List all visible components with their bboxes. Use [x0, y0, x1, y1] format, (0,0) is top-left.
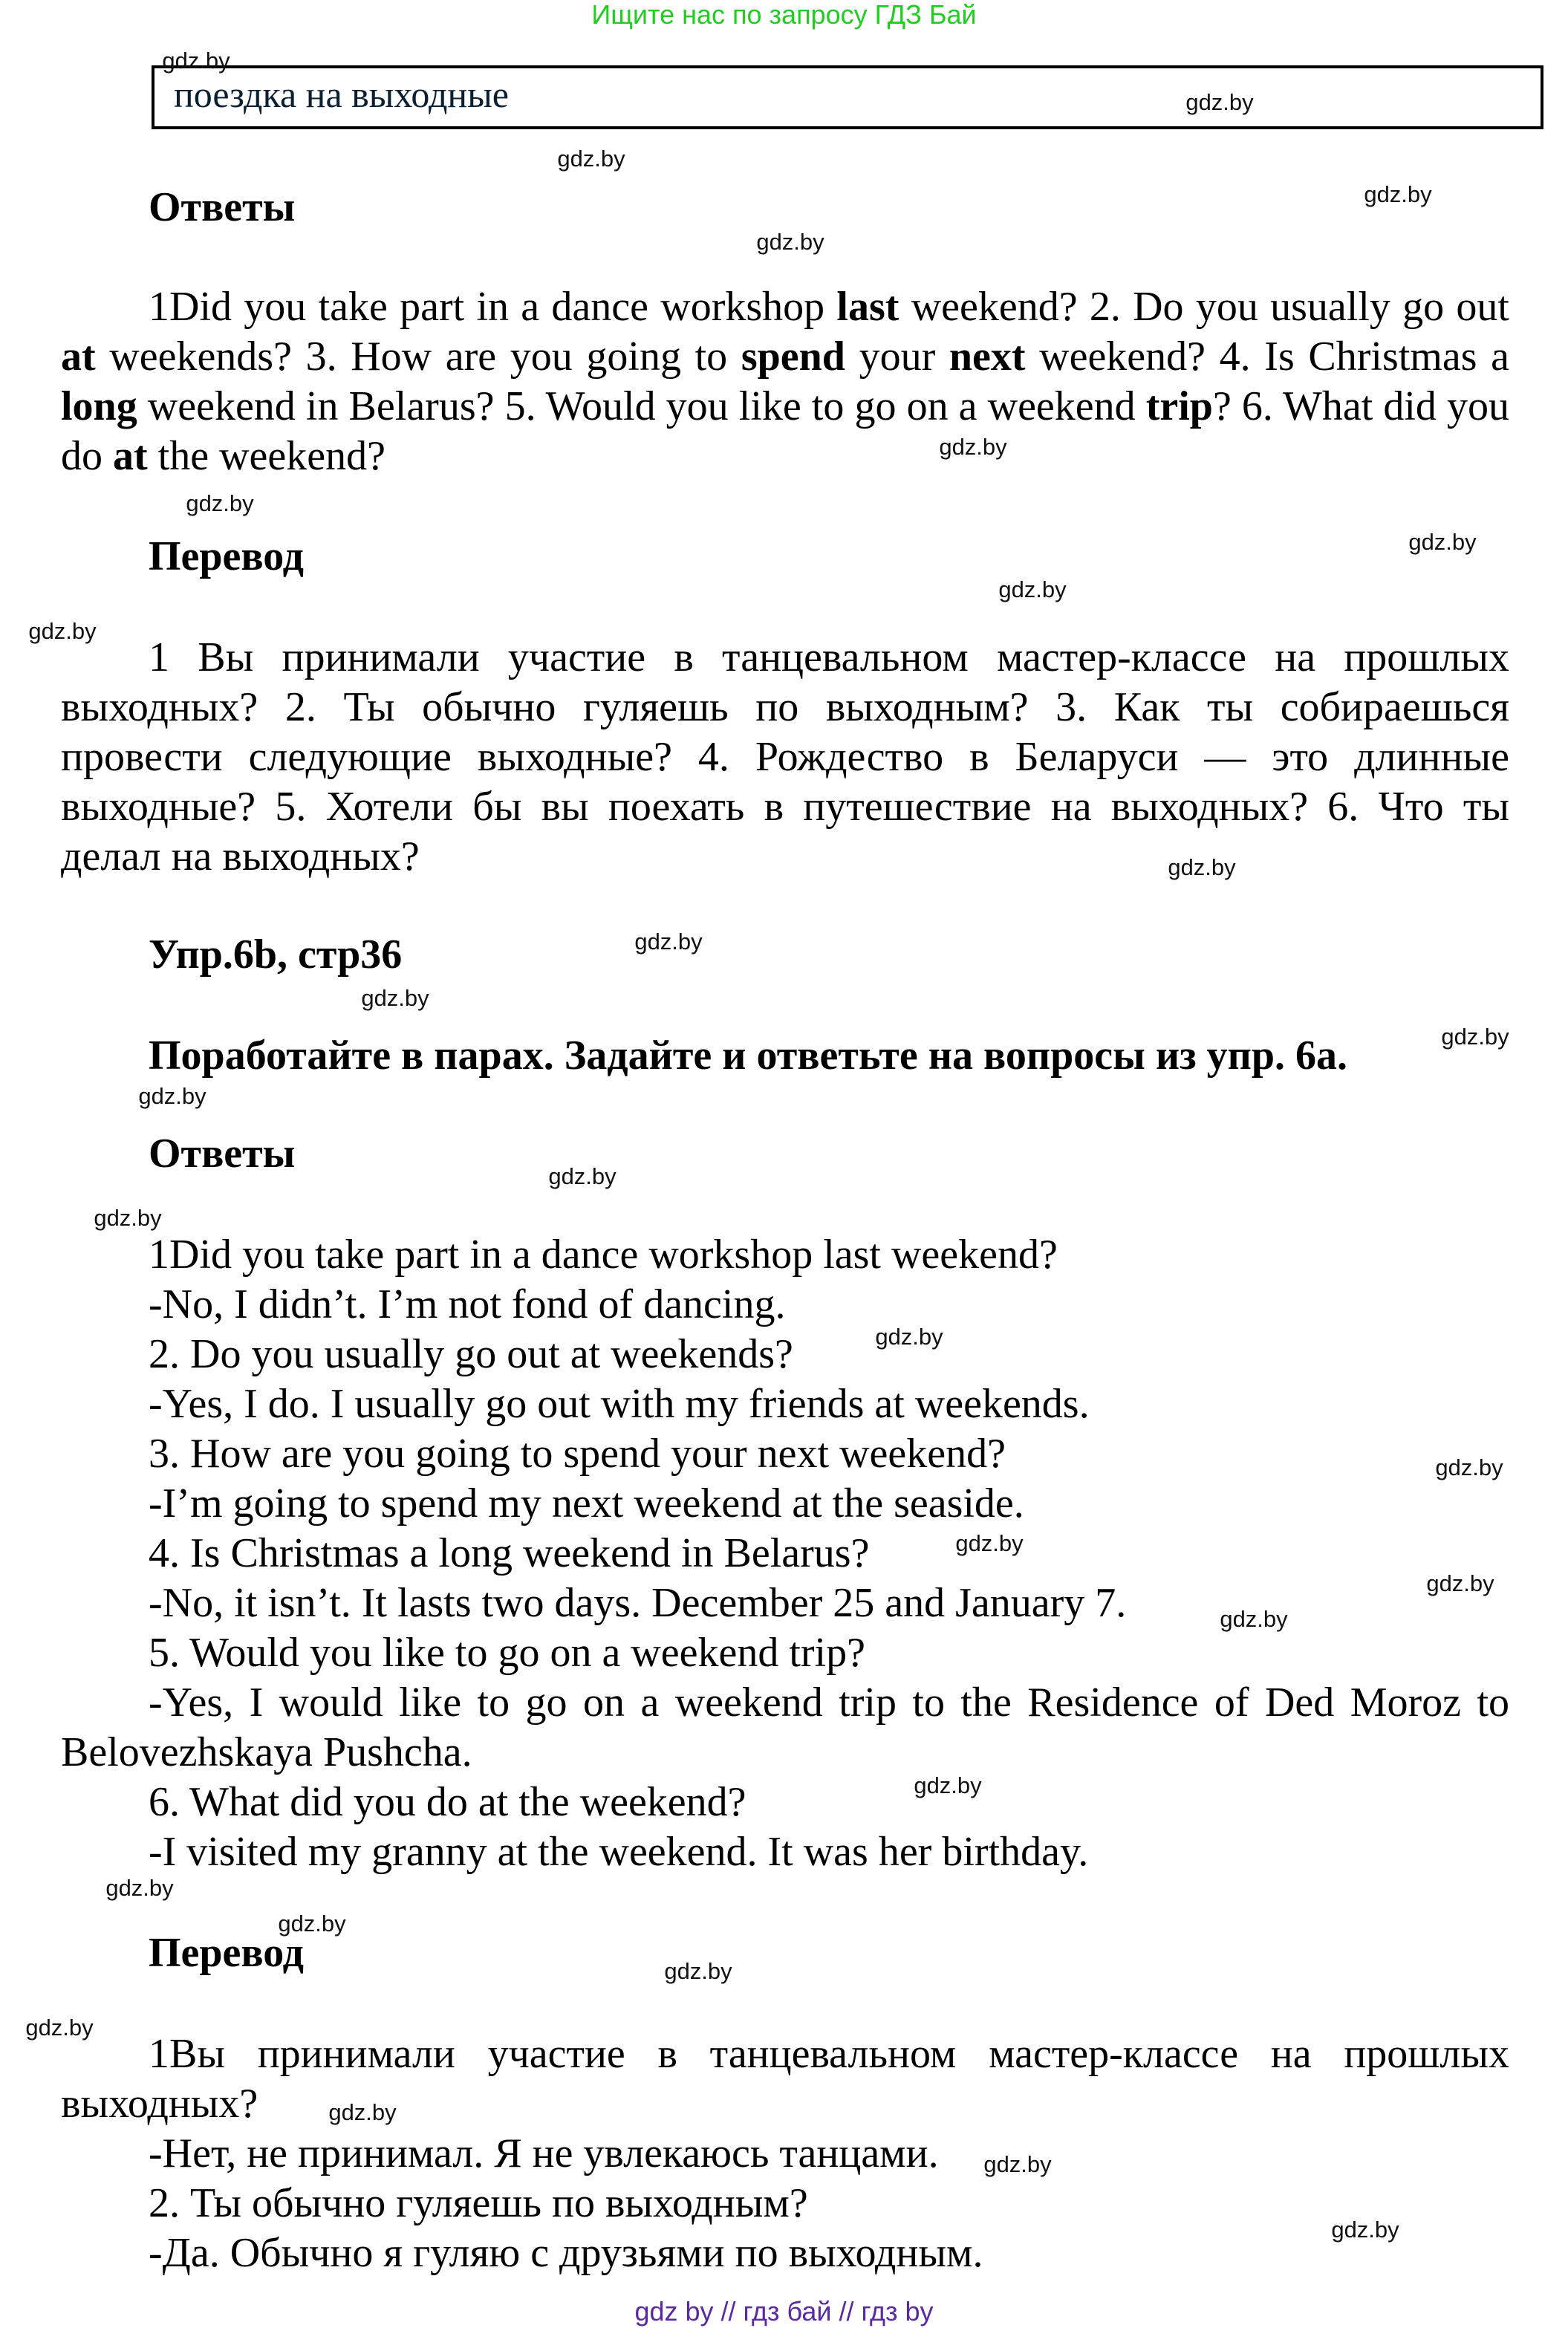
dialogue-line: -No, it isn’t. It lasts two days. December 25 and January 7.: [149, 1580, 1127, 1626]
watermark: gdz.by: [998, 576, 1067, 602]
watermark: gdz.by: [94, 1205, 162, 1231]
translation-dialogue: [61, 2029, 1509, 2278]
translation-heading: Перевод: [149, 533, 304, 579]
answers-paragraph: [61, 282, 1509, 481]
text-segment: the weekend?: [147, 433, 386, 479]
bold-word: spend: [741, 334, 845, 380]
watermark: gdz.by: [983, 2151, 1052, 2177]
task-heading: Поработайте в парах. Задайте и ответьте на вопросы из упр. 6а.: [149, 1033, 1347, 1079]
watermark: gdz.by: [875, 1324, 943, 1350]
text-segment: 1Did you take part in a dance workshop: [149, 284, 837, 330]
watermark: gdz.by: [25, 2015, 94, 2041]
watermark: gdz.by: [557, 146, 625, 172]
dialogue-line: 1Did you take part in a dance workshop last weekend?: [149, 1232, 1058, 1278]
watermark: gdz.by: [1435, 1454, 1503, 1480]
text-segment: weekend in Belarus? 5. Would you like to go on a weekend: [137, 383, 1146, 429]
translation-heading-2: Перевод: [149, 1930, 304, 1976]
dialogue-line: 3. How are you going to spend your next weekend?: [149, 1431, 1006, 1477]
dialogue-line: 5. Would you like to go on a weekend trip?: [149, 1630, 865, 1676]
watermark: gdz.by: [28, 618, 97, 644]
watermark: gdz.by: [1364, 181, 1432, 207]
dialogue-line: -Yes, I do. I usually go out with my friends at weekends.: [149, 1381, 1090, 1427]
dialogue-line: -I’m going to spend my next weekend at the seaside.: [149, 1480, 1024, 1526]
dialogue-line: 6. What did you do at the weekend?: [149, 1779, 746, 1825]
bold-word: at: [113, 433, 148, 479]
watermark: gdz.by: [105, 1875, 174, 1901]
dialogue-line: 4. Is Christmas a long weekend in Belarus?: [149, 1530, 870, 1576]
watermark: gdz.by: [138, 1083, 206, 1109]
dialogue-line: -Yes, I would like to go on a weekend trip to the Residence of Ded Moroz to Belovezhskaya Pushcha.: [61, 1680, 1509, 1775]
bold-word: long: [61, 383, 137, 429]
answers-heading: Ответы: [149, 184, 296, 230]
dialogue: [61, 1230, 1509, 1877]
watermark: gdz.by: [1168, 854, 1236, 880]
bold-word: next: [949, 334, 1026, 380]
watermark: gdz.by: [162, 48, 230, 74]
watermark: gdz.by: [1220, 1606, 1288, 1632]
translation-paragraph: 1 Вы принимали участие в танцевальном мастер-классе на прошлых выходных? 2. Ты обычно гуляешь по выходным? 3. Как ты собираешься провести следующие выходные? 4. Рождество в Беларуси — это длинные выходные? 5. Хотели бы вы поехать в путешествие на выходных? 6. Что ты делал на выходных?: [61, 634, 1509, 879]
watermark: gdz.by: [1331, 2217, 1399, 2243]
text-segment: weekend? 2. Do you usually go out: [899, 284, 1509, 330]
bold-word: trip: [1145, 383, 1213, 429]
text-segment: weekend? 4. Is Christmas a: [1025, 334, 1510, 380]
text-segment: your: [845, 334, 949, 380]
watermark: gdz.by: [914, 1772, 982, 1798]
dialogue-line: -I visited my granny at the weekend. It was her birthday.: [149, 1829, 1089, 1875]
search-banner[interactable]: Ищите нас по запросу ГДЗ Бай: [591, 0, 977, 30]
watermark: gdz.by: [955, 1530, 1024, 1556]
watermark: gdz.by: [664, 1958, 732, 1984]
watermark: gdz.by: [548, 1163, 617, 1189]
footer-links[interactable]: gdz by // гдз бай // гдз by: [634, 2296, 934, 2327]
bold-word: last: [836, 284, 900, 330]
watermark: gdz.by: [186, 490, 254, 516]
translation-line: -Да. Обычно я гуляю с друзьями по выходным.: [149, 2230, 983, 2276]
watermark: gdz.by: [328, 2099, 397, 2125]
answers-heading-2: Ответы: [149, 1131, 296, 1177]
watermark: gdz.by: [939, 434, 1007, 460]
text-segment: weekends? 3. How are you going to: [95, 334, 741, 380]
watermark: gdz.by: [634, 929, 703, 955]
dialogue-line: -No, I didn’t. I’m not fond of dancing.: [149, 1281, 786, 1327]
text-segment: ? 6. What did you do: [61, 383, 1510, 479]
watermark: gdz.by: [1441, 1024, 1509, 1050]
exercise-heading: Упр.6b, стр36: [149, 931, 403, 978]
watermark: gdz.by: [361, 985, 429, 1011]
bold-word: at: [61, 334, 96, 380]
watermark: gdz.by: [1185, 89, 1254, 115]
title-box: [152, 65, 1543, 129]
watermark: gdz.by: [756, 229, 824, 255]
watermark: gdz.by: [1408, 529, 1477, 555]
translation-line: 2. Ты обычно гуляешь по выходным?: [149, 2180, 808, 2226]
dialogue-line: 2. Do you usually go out at weekends?: [149, 1331, 793, 1377]
translation-line: -Нет, не принимал. Я не увлекаюсь танцами.: [149, 2130, 939, 2176]
watermark: gdz.by: [1426, 1570, 1494, 1596]
page-title: поездка на выходные: [174, 74, 509, 115]
translation-line: 1Вы принимали участие в танцевальном мастер-классе на прошлых выходных?: [61, 2031, 1509, 2127]
watermark: gdz.by: [278, 1911, 346, 1937]
